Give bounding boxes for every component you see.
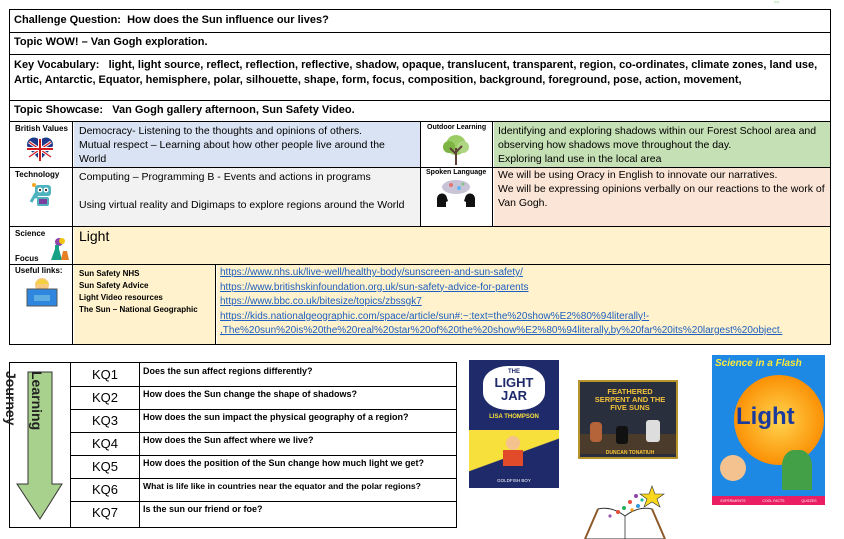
learning-journey-label: Learning Journey bbox=[3, 371, 45, 431]
wow-text: Van Gogh exploration. bbox=[90, 36, 208, 48]
speaking-heads-icon bbox=[433, 179, 479, 209]
useful-links-label-cell bbox=[10, 265, 73, 344]
challenge-question-row bbox=[9, 9, 831, 33]
bbc-bitesize-link[interactable]: https://www.bbc.co.uk/bitesize/topics/zbssgk7 bbox=[220, 296, 422, 307]
lab-flasks-icon bbox=[48, 237, 70, 261]
outdoor-learning-content: Identifying and exploring shadows within our Forest School area and observing how shadows move throughout the day. Exploring land use in the local area bbox=[494, 122, 830, 167]
kq-row: KQ5 How does the position of the Sun change how much light we get? bbox=[71, 455, 456, 479]
link-name: Light Video resources bbox=[79, 293, 163, 302]
science-label: Science bbox=[15, 229, 46, 238]
vocab-text: light, light source, reflect, reflection, reflective, shadow, opaque, translucent, transparent, region, co-ordinates, climate zones, land use, Artic, Antarctic, Equator, hemisphere, polar, silhouette, shape, form, focus, composition, background, foreground, pose, action, movement, bbox=[14, 59, 818, 86]
topic-wow-row bbox=[9, 32, 831, 55]
showcase-label: Topic Showcase: bbox=[14, 104, 104, 116]
british-values-label-cell bbox=[10, 122, 73, 167]
book-cover-feathered-serpent: FEATHERED SERPENT AND THE FIVE SUNS DUNCAN TONATIUH bbox=[578, 380, 678, 459]
kq-list bbox=[71, 363, 456, 527]
british-values-content: Democracy- Listening to the thoughts and opinions of others. Mutual respect – Learning about how other people live around the World bbox=[74, 122, 420, 167]
tree-icon bbox=[441, 134, 471, 166]
robot-icon bbox=[28, 182, 56, 210]
open-book-stars-icon bbox=[580, 484, 670, 539]
science-content bbox=[74, 227, 830, 264]
national-geographic-link[interactable]: https://kids.nationalgeographic.com/space/article/sun#:~:text=the%20show%E2%80%94literally!- bbox=[220, 310, 650, 322]
national-geographic-link-continued[interactable]: ,The%20sun%20is%20the%20real%20star%20of%20the%20show%E2%80%94literally,by%20far%20its%20largest%20object. bbox=[220, 325, 783, 336]
key-vocabulary-row bbox=[9, 54, 831, 101]
kq-row: KQ3 How does the sun impact the physical geography of a region? bbox=[71, 409, 456, 433]
link-name: Sun Safety NHS bbox=[79, 269, 140, 278]
science-label-cell bbox=[10, 227, 73, 264]
link-name: The Sun – National Geographic bbox=[79, 305, 198, 314]
challenge-text: How does the Sun influence our lives? bbox=[127, 14, 329, 26]
british-values-label: British Values bbox=[15, 124, 68, 133]
learning-journey-arrow-cell bbox=[3, 363, 71, 527]
vocab-label: Key Vocabulary: bbox=[14, 59, 100, 71]
school-logo: ≈≈ bbox=[774, 0, 780, 6]
outdoor-learning-label: Outdoor Learning bbox=[427, 124, 487, 131]
focus-label: Focus bbox=[15, 254, 39, 263]
kq-row: KQ1 Does the sun affect regions differently? bbox=[71, 363, 456, 387]
link-name: Sun Safety Advice bbox=[79, 281, 149, 290]
outdoor-learning-label-cell bbox=[420, 122, 493, 167]
spoken-language-label-cell bbox=[420, 168, 493, 226]
website-resources-icon bbox=[24, 277, 60, 307]
useful-links-urls bbox=[217, 265, 830, 344]
useful-links-label: Useful links: bbox=[15, 266, 63, 275]
kq-row: KQ6 What is life like in countries near the equator and the polar regions? bbox=[71, 478, 456, 502]
union-jack-heart-icon bbox=[26, 137, 54, 161]
challenge-label: Challenge Question: bbox=[14, 14, 121, 26]
useful-links-names bbox=[74, 265, 216, 344]
science-topic: Light bbox=[79, 228, 110, 244]
kq-row: KQ7 Is the sun our friend or foe? bbox=[71, 501, 456, 527]
spoken-language-label: Spoken Language bbox=[426, 169, 487, 176]
book-cover-science-in-a-flash-light: Science in a Flash Light EXPERIMENTS COOL FACTS QUIZZES bbox=[712, 355, 825, 505]
wow-label: Topic WOW! – bbox=[14, 36, 88, 48]
book-cover-light-jar: THE LIGHT JAR LISA THOMPSON GOLDFISH BOY bbox=[469, 360, 559, 488]
technology-label: Technology bbox=[15, 170, 60, 179]
nhs-sun-safety-link[interactable]: https://www.nhs.uk/live-well/healthy-body/sunscreen-and-sun-safety/ bbox=[220, 267, 523, 278]
technology-label-cell bbox=[10, 168, 73, 226]
british-skin-foundation-link[interactable]: https://www.britishskinfoundation.org.uk/sun-safety-advice-for-parents bbox=[220, 281, 529, 293]
spoken-language-content: We will be using Oracy in English to innovate our narratives. We will be expressing opinions verbally on our reactions to the work of Van Gogh. bbox=[494, 168, 830, 226]
kq-row: KQ2 How does the Sun change the shape of shadows? bbox=[71, 386, 456, 410]
technology-content: Computing – Programming B - Events and actions in programs Using virtual reality and Digimaps to explore regions around the World bbox=[74, 168, 420, 226]
topic-showcase-row bbox=[9, 100, 831, 122]
kq-row: KQ4 How does the Sun affect where we live? bbox=[71, 432, 456, 456]
showcase-text: Van Gogh gallery afternoon, Sun Safety Video. bbox=[112, 104, 355, 116]
